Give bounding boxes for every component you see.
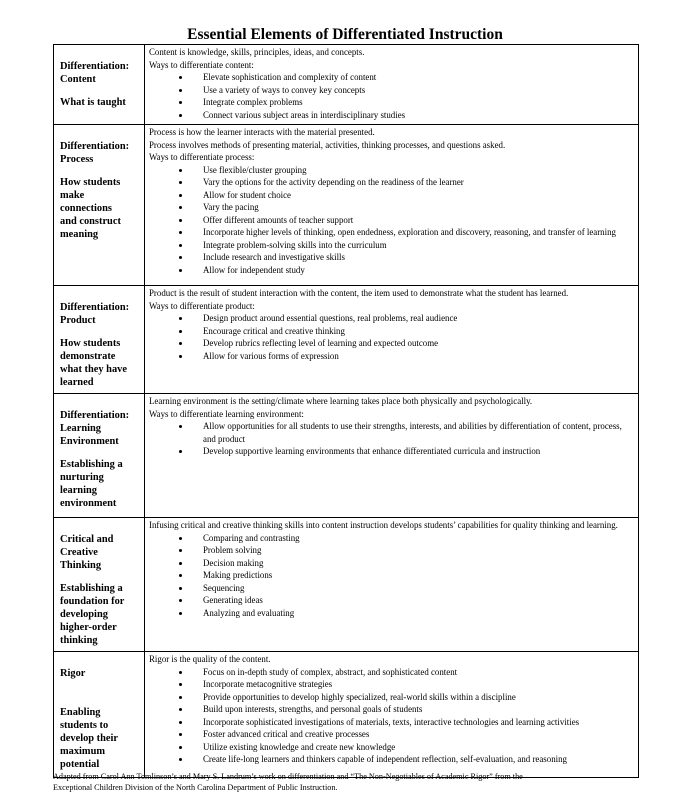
row-sub-label: meaning	[60, 229, 99, 240]
row-label: Creative	[60, 547, 98, 558]
row-sub-label: potential	[60, 759, 100, 770]
list-item: • Offer different amounts of teacher support	[191, 214, 635, 227]
elements-table	[53, 44, 639, 778]
label-spacer	[60, 680, 144, 706]
list-item: • Develop supportive learning environments that enhance differentiated curricula and instruction	[191, 445, 635, 458]
list-item: • Allow for independent study	[191, 264, 635, 277]
row-label: Rigor	[60, 668, 86, 679]
content-intro: Ways to differentiate content:	[149, 59, 254, 70]
bullet-list	[149, 312, 635, 362]
footnote-line: Adapted from Carol Ann Tomlinson’s and Mary S. Landrum’s work on differentiation and “The Non-Negotiables of Academic Rigor” from the	[53, 772, 523, 781]
list-item: • Allow for student choice	[191, 189, 635, 202]
list-item: • Incorporate sophisticated investigations of materials, texts, interactive technologies and learning activities	[191, 716, 635, 729]
table-row	[54, 125, 639, 286]
row-content-cell	[145, 394, 639, 518]
row-sub-label: nurturing	[60, 472, 104, 483]
row-content-cell	[145, 518, 639, 652]
list-item: • Include research and investigative skills	[191, 251, 635, 264]
list-item: • Making predictions	[191, 569, 635, 582]
row-content-cell	[145, 286, 639, 394]
bullet-list	[149, 71, 635, 121]
content-intro: Process is how the learner interacts with the material presented.	[149, 127, 375, 137]
row-label: Content	[60, 74, 96, 85]
row-label: Product	[60, 315, 96, 326]
source-footnote	[53, 771, 638, 793]
list-item: • Elevate sophistication and complexity of content	[191, 71, 635, 84]
list-item: • Utilize existing knowledge and create new knowledge	[191, 741, 635, 754]
list-item: • Use a variety of ways to convey key concepts	[191, 84, 635, 97]
list-item: • Integrate problem-solving skills into the curriculum	[191, 239, 635, 252]
content-intro: Ways to differentiate learning environment:	[149, 408, 304, 419]
row-sub-label: maximum	[60, 746, 106, 757]
list-item: • Encourage critical and creative thinking	[191, 325, 635, 338]
bullet-list	[149, 164, 635, 277]
table-row	[54, 45, 639, 125]
table-row	[54, 518, 639, 652]
row-label: Process	[60, 154, 94, 165]
row-sub-label: students to	[60, 720, 109, 731]
row-content-cell	[145, 125, 639, 286]
label-spacer	[60, 327, 144, 337]
row-label: Differentiation:	[60, 410, 130, 421]
row-sub-label: make	[60, 190, 85, 201]
content-intro: Process involves methods of presenting material, activities, thinking processes, and questions asked.	[149, 139, 506, 150]
row-sub-label: How students	[60, 177, 121, 188]
list-item: • Build upon interests, strengths, and personal goals of students	[191, 703, 635, 716]
table-row	[54, 652, 639, 778]
row-label: Learning	[60, 423, 101, 434]
row-sub-label: How students	[60, 338, 121, 349]
content-intro: Ways to differentiate process:	[149, 152, 255, 162]
row-sub-label: and construct	[60, 216, 121, 227]
list-item: • Provide opportunities to develop highly specialized, real-world skills within a discipline	[191, 691, 635, 704]
row-label: Differentiation:	[60, 302, 130, 313]
list-item: • Focus on in-depth study of complex, abstract, and sophisticated content	[191, 666, 635, 679]
row-label-cell	[54, 652, 145, 778]
page-title: Essential Elements of Differentiated Instruction	[187, 26, 503, 43]
row-sub-label: higher-order	[60, 622, 117, 633]
row-sub-label: develop their	[60, 733, 119, 744]
list-item: • Generating ideas	[191, 594, 635, 607]
row-sub-label: learning	[60, 485, 97, 496]
list-item: • Use flexible/cluster grouping	[191, 164, 635, 177]
row-sub-label: foundation for	[60, 596, 125, 607]
table-row	[54, 394, 639, 518]
row-sub-label: what they have	[60, 364, 127, 375]
label-spacer	[60, 448, 144, 458]
list-item: • Incorporate higher levels of thinking, open endedness, exploration and discovery, reasoning, and transfer of learning	[191, 226, 635, 239]
list-item: • Develop rubrics reflecting level of learning and expected outcome	[191, 337, 635, 350]
row-label: Critical and	[60, 534, 114, 545]
row-label: Differentiation:	[60, 61, 130, 72]
row-content-cell	[145, 652, 639, 778]
label-spacer	[60, 572, 144, 582]
row-label-cell	[54, 45, 145, 125]
list-item: • Sequencing	[191, 582, 635, 595]
list-item: • Vary the options for the activity depending on the readiness of the learner	[191, 176, 635, 189]
row-sub-label: What is taught	[60, 97, 126, 108]
label-spacer	[60, 166, 144, 176]
content-intro: Content is knowledge, skills, principles, ideas, and concepts.	[149, 47, 365, 57]
bullet-list	[149, 420, 635, 458]
bullet-list	[149, 666, 635, 766]
row-label: Differentiation:	[60, 141, 130, 152]
list-item: • Connect various subject areas in interdisciplinary studies	[191, 109, 635, 122]
row-label: Thinking	[60, 560, 102, 571]
table-row	[54, 286, 639, 394]
row-label-cell	[54, 286, 145, 394]
row-sub-label: Establishing a	[60, 459, 123, 470]
list-item: • Vary the pacing	[191, 201, 635, 214]
list-item: • Incorporate metacognitive strategies	[191, 678, 635, 691]
content-intro: Product is the result of student interaction with the content, the item used to demonstrate what the student has learned.	[149, 288, 569, 298]
list-item: • Integrate complex problems	[191, 96, 635, 109]
row-sub-label: environment	[60, 498, 117, 509]
content-intro: Infusing critical and creative thinking skills into content instruction develops students’ capabilities for quality thinking and learning.	[149, 520, 618, 530]
bullet-list	[149, 532, 635, 620]
list-item: • Allow for various forms of expression	[191, 350, 635, 363]
list-item: • Problem solving	[191, 544, 635, 557]
row-sub-label: developing	[60, 609, 108, 620]
row-sub-label: learned	[60, 377, 94, 388]
row-label-cell	[54, 394, 145, 518]
list-item: • Design product around essential questions, real problems, real audience	[191, 312, 635, 325]
row-sub-label: demonstrate	[60, 351, 116, 362]
list-item: • Decision making	[191, 557, 635, 570]
list-item: • Create life-long learners and thinkers capable of independent reflection, self-evaluation, and reasoning	[191, 753, 635, 766]
row-sub-label: Enabling	[60, 707, 101, 718]
list-item: • Comparing and contrasting	[191, 532, 635, 545]
footnote-line: Exceptional Children Division of the North Carolina Department of Public Instruction.	[53, 783, 338, 792]
list-item: • Analyzing and evaluating	[191, 607, 635, 620]
row-sub-label: thinking	[60, 635, 98, 646]
row-content-cell	[145, 45, 639, 125]
row-sub-label: connections	[60, 203, 112, 214]
content-intro: Learning environment is the setting/climate where learning takes place both physically and psychologically.	[149, 396, 533, 406]
content-intro: Rigor is the quality of the content.	[149, 654, 271, 664]
row-sub-label: Establishing a	[60, 583, 123, 594]
row-label: Environment	[60, 436, 119, 447]
row-label-cell	[54, 125, 145, 286]
list-item: • Allow opportunities for all students to use their strengths, interests, and abilities by differentiation of content, process, and product	[191, 420, 635, 445]
row-label-cell	[54, 518, 145, 652]
list-item: • Foster advanced critical and creative processes	[191, 728, 635, 741]
content-intro: Ways to differentiate product:	[149, 300, 255, 311]
label-spacer	[60, 86, 144, 96]
